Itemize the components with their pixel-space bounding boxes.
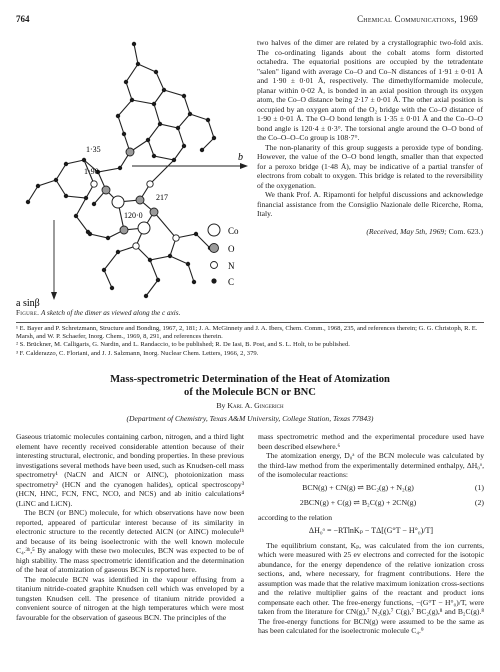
equation-2 xyxy=(258,498,484,510)
intro-paragraph: Gaseous triatomic molecules containing carbon, nitrogen, and a third light element have recently received considerable attention because of their interesting structural, electronic, and bonding properties. In these previous investigations several methods have been used, such as Knudsen-cell mass spectrometry¹ (NaCN and AlCN or AlNC), photoionization mass spectrometry² (HCN and the cyanogen halides), optical spectroscopy³ (HCN, HNC, FCN, FNC, NCO, and NCS) and ab initio calculations⁴ (LiNC and LiCN). xyxy=(16,432,244,508)
article-title xyxy=(16,373,484,399)
equation-1-number: (1) xyxy=(474,482,484,492)
references xyxy=(16,322,484,358)
article-right-column xyxy=(258,432,484,636)
references-rule xyxy=(16,322,484,323)
received-text: (Received, May 5th, 1969; xyxy=(366,226,447,236)
legend-co-symbol xyxy=(208,224,220,236)
legend-n-label: N xyxy=(228,261,235,271)
page-number: 764 xyxy=(16,14,30,24)
legend-c-symbol xyxy=(211,278,216,283)
bond-label-angle: 120·0 xyxy=(124,211,143,220)
equation-1 xyxy=(258,483,484,495)
article-left-column xyxy=(16,432,244,622)
previous-article-column xyxy=(257,38,483,236)
figure-caption-text: A sketch of the dimer as viewed along the c axis. xyxy=(40,309,181,317)
legend-o-symbol xyxy=(210,244,219,253)
molecular-bonds xyxy=(28,44,214,296)
article-author xyxy=(16,401,484,410)
structure-paragraph: two halves of the dimer are related by a crystallographic two-fold axis. The co-ordinating ligands about the cobalt atoms form distorted octahedra. The equatorial positions are occupied by the tetradentate "salen" ligand with average Co–O and Co–N distances of 1·91 ± 0·01 Å and 1·90 ± 0·01 Å, respectively. The dimethylformamide molecule, planar within 0·02 Å, is bonded in an axial position through its oxygen atom, the Co–O distance being 2·17 ± 0·01 Å. The other axial position is occupied by an oxygen atom of the O₂ bridge with the Co–O distance of 1·90 ± 0·01 Å. The O–O bond length is 1·35 ± 0·01 Å and the Co–O–O bond angle is 120·4 ± 0·3°. The torsional angle around the O–O bond of the Co–O–O–Co group is 108·7°. xyxy=(257,38,483,142)
legend-co-label: Co xyxy=(228,226,239,236)
bcn-interest-paragraph: The BCN (or BNC) molecule, for which observations have now been reported, appeared of particular interest because of its similarity in electronic structure to the recently detected AlCN (or AlNC) molecule¹ᵇ and because of its being isoelectronic with the well known molecule C₄.³ᵇ,⁵ By analogy with these two molecules, BCN was expected to be of high stability. The mass spectrometric identification and the determination of the heat of atomization of gaseous BCN is reported here. xyxy=(16,508,244,574)
identification-paragraph: The molecule BCN was identified in the vapour effusing from a titanium nitride-coated graphite Knudsen cell which was enveloped by a tungsten Knudsen cell. The presence of titanium nitride provided a convenient source of nitrogen at the high temperatures which were most favourable for the observation of gaseous BCN. The principles of the xyxy=(16,574,244,622)
discussion-paragraph: The non-planarity of this group suggests a peroxide type of bonding. However, the value of the O–O bond length, smaller than that expected for a peroxo bridge (1·48 Å), may be indicative of a partial transfer of electrons from cobalt to oxygen. This bridge is related to the reversibility of the oxygenation. xyxy=(257,142,483,190)
journal-running-title: Chemical Communications, 1969 xyxy=(357,14,478,24)
legend-c-label: C xyxy=(228,277,235,287)
acknowledgement-paragraph: We thank Prof. A. Ripamonti for helpful discussions and acknowledge financial assistance from the Consiglio Nazionale delle Ricerche, Roma, Italy. xyxy=(257,190,483,218)
equilibrium-paragraph: The equilibrium constant, Kₚ, was calculated from the ion currents, which were measured with 25 ev electrons and corrected for the isotopic abundance, for the energy dependence of the relative ionization cross sections, and, where necessary, for fragment contributions. Here the assumption was made that the relative maximum ionization cross-sections and the relative multiplier gains of the reactant and product ions compensate each other. The free-energy functions, −(G°T − H°₀)/T, were taken from the literature for CN(g),⁷ N₂(g),⁷ C(g),⁷ BC₂(g),⁸ and B₂C(g).⁸ The free-energy functions for BCN(g) were assumed to be the same as has been calculated for the isoelectronic molecule C₄.⁹ xyxy=(258,540,484,635)
equation-1-expression: BCN(g) + CN(g) ⇌ BC₂(g) + N₂(g) xyxy=(302,482,414,492)
page-header xyxy=(16,14,478,28)
atoms-oxygen xyxy=(102,148,158,234)
article-title-line1: Mass-spectrometric Determination of the Heat of Atomization xyxy=(110,374,390,385)
figure-caption-label: Figure. xyxy=(16,309,40,317)
figure-caption xyxy=(16,309,252,318)
equation-2-number: (2) xyxy=(474,497,484,507)
bond-label-co-dmf: 217 xyxy=(156,193,168,202)
b-axis-arrowhead xyxy=(240,163,248,169)
according-text: according to the relation xyxy=(258,512,333,522)
reference-item: ² S. Brückner, M. Calligaris, G. Nardin, and L. Randaccio, to be published; R. De Iasi, B. Post, and S. L. Holt, to be published. xyxy=(16,341,350,349)
received-date xyxy=(257,227,483,237)
author-by: By xyxy=(216,401,226,410)
method-paragraph: mass spectrometric method and the experimental procedure used have been described elsewhere.⁶ xyxy=(258,432,484,451)
legend-o-label: O xyxy=(228,244,235,254)
legend-n-symbol xyxy=(211,262,218,269)
a-axis-arrowhead xyxy=(51,292,57,300)
reference-item: ¹ E. Bayer and P. Schretzmann, Structure and Bonding, 1967, 2, 181; J. A. McGinnety and J. A. Ibers, Chem. Comm., 1968, 235, and references therein; G. G. Christoph, R. E. Marsh, and W. P. Schaefer, Inorg. Chem., 1969, 8, 291, and references therein. xyxy=(16,325,478,341)
equation-2-expression: 2BCN(g) + C(g) ⇌ B₂C(g) + 2CN(g) xyxy=(299,497,417,507)
a-axis-label: a sinβ xyxy=(16,298,40,308)
bond-label-oo: 1·35 xyxy=(86,145,101,154)
bond-label-coo: 1·90 xyxy=(84,167,99,176)
dimer-structure-figure xyxy=(14,34,250,308)
b-axis-label: b xyxy=(238,152,243,163)
article-affiliation: (Department of Chemistry, Texas A&M University, College Station, Texas 77843) xyxy=(126,414,374,423)
atomization-paragraph: The atomization energy, D₀ᵃ of the BCN molecule was calculated by the third-law method from the experimentally determined enthalpy, ΔH₀ᵒ, of the isomolecular reactions: xyxy=(258,451,484,479)
relation-equation: ΔH₀ᵒ = −RTlnKₚ − TΔ[(G°T − H°₀)/T] xyxy=(308,526,434,535)
reference-item: ³ F. Calderazzo, C. Floriani, and J. J. Salzmann, Inorg. Nuclear Chem. Letters, 1966, 2, 379. xyxy=(16,349,259,357)
article-title-line2: of the Molecule BCN or BNC xyxy=(184,387,316,398)
atom-legend xyxy=(208,224,239,287)
author-name: Karl A. Gingerich xyxy=(227,401,284,410)
received-ref: Com. 623.) xyxy=(448,226,483,236)
